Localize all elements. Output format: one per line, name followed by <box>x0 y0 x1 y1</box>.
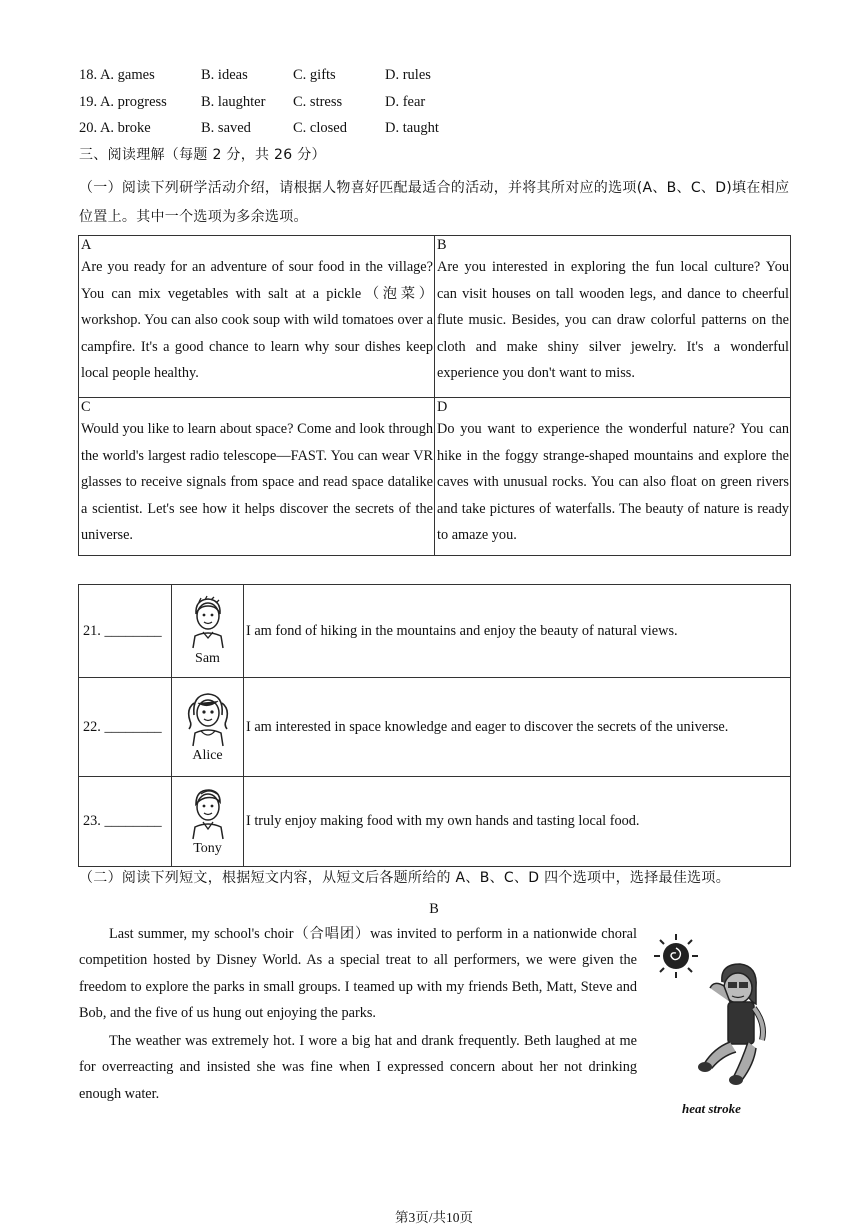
person-name: Sam <box>195 651 220 666</box>
option-c: C. stress <box>293 94 343 110</box>
boy-avatar-icon <box>187 594 229 650</box>
option-b: B. ideas <box>201 67 248 83</box>
page-footer: 第3页/共10页 <box>394 1210 473 1225</box>
sitting-girl-icon <box>698 964 763 1085</box>
activity-text: Would you like to learn about space? Come and look through the world's largest radio telescope—FAST. You can wear VR glasses to receive signals from space and read space datalike a scientist. Let's see how it helps discover the secrets of the universe. <box>81 421 433 543</box>
person-statement: I am interested in space knowledge and eager to discover the secrets of the universe. <box>244 678 791 777</box>
activity-text: Are you ready for an adventure of sour food in the village? You can mix vegetables with salt at a pickle（泡菜）workshop. You can also cook soup with wild tomatoes over a campfire. It's a good chance to learn why sour dishes keep local people healthy. <box>81 259 433 381</box>
activity-label: C <box>81 399 91 415</box>
activities-table <box>78 235 791 556</box>
person-name: Alice <box>192 748 223 763</box>
activity-text: Are you interested in exploring the fun local culture? You can visit houses on tall wooden legs, and dance to cheerful flute music. Besides, you can draw colorful patterns on the cloth and make shiny silver jewelry. It's a wonderful experience you don't want to miss. <box>437 259 789 381</box>
activity-label: B <box>437 237 447 253</box>
person-row <box>79 777 791 867</box>
option-a: 19. A. progress <box>79 94 167 110</box>
option-c: C. closed <box>293 120 347 136</box>
answer-blank: 23. ________ <box>79 777 172 867</box>
person-row <box>79 585 791 678</box>
part1-instruction: （一）阅读下列研学活动介绍，请根据人物喜好匹配最适合的活动，并将其所对应的选项(A、B、C、D)填在相应位置上。其中一个选项为多余选项。 <box>79 180 790 225</box>
option-b: B. saved <box>201 120 251 136</box>
girl-avatar-icon <box>186 689 230 747</box>
boy-avatar-icon <box>187 786 229 840</box>
person-name: Tony <box>193 840 222 856</box>
option-d: D. rules <box>385 67 431 83</box>
part2-instruction: （二）阅读下列短文，根据短文内容，从短文后各题所给的 A、B、C、D 四个选项中，选择最佳选项。 <box>79 870 731 886</box>
activity-label: D <box>437 399 448 415</box>
person-statement: I am fond of hiking in the mountains and enjoy the beauty of natural views. <box>244 585 791 678</box>
illustration-caption: heat stroke <box>682 1101 741 1116</box>
sun-icon <box>654 934 698 978</box>
activity-text: Do you want to experience the wonderful nature? You can hike in the foggy strange-shaped mountains and explore the caves with unusual rocks. You can also float on green rivers and take pictures of waterfalls. The beauty of nature is ready to amaze you. <box>437 421 789 543</box>
option-c: C. gifts <box>293 67 336 83</box>
person-cell <box>172 678 244 777</box>
person-cell <box>172 585 244 678</box>
option-a: 18. A. games <box>79 67 155 83</box>
activity-cell-c <box>79 398 435 556</box>
activity-cell-d <box>435 398 791 556</box>
people-table <box>78 584 791 867</box>
person-cell <box>172 777 244 867</box>
person-statement: I truly enjoy making food with my own hands and tasting local food. <box>244 777 791 867</box>
person-row <box>79 678 791 777</box>
passage-paragraph: The weather was extremely hot. I wore a big hat and drank frequently. Beth laughed at me for overreacting and insisted she was fine when I expressed concern about her not drinking enough water. <box>79 1033 637 1102</box>
section-title: 三、阅读理解（每题 2 分，共 26 分） <box>79 147 326 163</box>
activity-cell-a <box>79 236 435 398</box>
option-a: 20. A. broke <box>79 120 151 136</box>
option-d: D. fear <box>385 94 426 110</box>
option-d: D. taught <box>385 120 439 136</box>
passage-label: B <box>429 901 439 917</box>
answer-blank: 21. ________ <box>79 585 172 678</box>
passage-paragraph: Last summer, my school's choir（合唱团）was invited to perform in a nationwide choral competition hosted by Disney World. As a special treat to all performers, we were given the freedom to explore the parks in small groups. I teamed up with my friends Beth, Matt, Steve and Bob, and the five of us hung out enjoying the parks. <box>79 926 637 1022</box>
activity-cell-b <box>435 236 791 398</box>
activity-label: A <box>81 237 92 253</box>
heat-stroke-illustration <box>650 928 790 1098</box>
option-b: B. laughter <box>201 94 266 110</box>
answer-blank: 22. ________ <box>79 678 172 777</box>
